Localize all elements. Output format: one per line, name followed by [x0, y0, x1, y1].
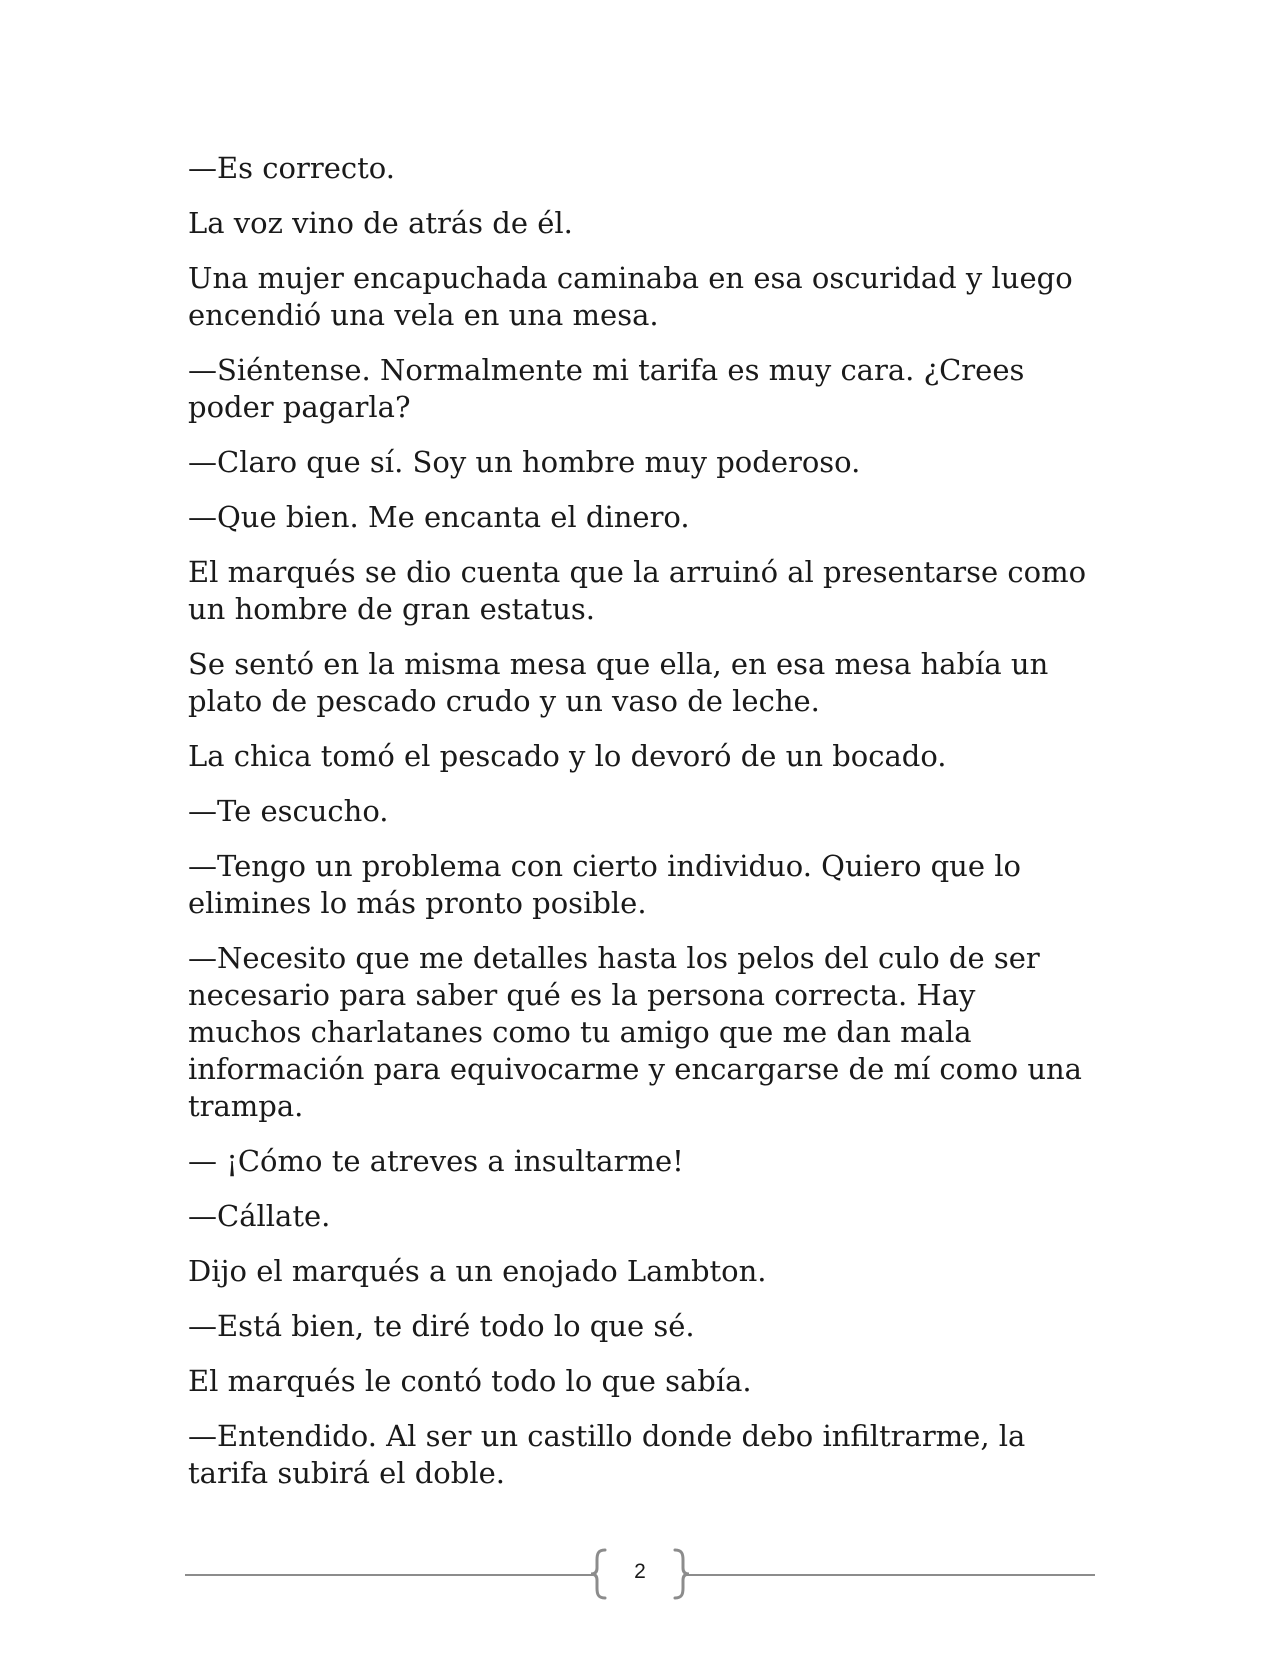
paragraph: La voz vino de atrás de él. [188, 206, 573, 240]
paragraph: La chica tomó el pescado y lo devoró de un bocado. [188, 739, 947, 773]
paragraph: Una mujer encapuchada caminaba en esa oscuridad y luego encendió una vela en una mesa. [188, 261, 1073, 332]
paragraph: El marqués se dio cuenta que la arruinó al presentarse como un hombre de gran estatus. [188, 555, 1087, 626]
paragraph: —Que bien. Me encanta el dinero. [188, 500, 690, 534]
page-number: 2 [634, 1560, 646, 1583]
paragraph: —Tengo un problema con cierto individuo. Quiero que lo elimines lo más pronto posible. [188, 849, 1021, 920]
paragraph: —Claro que sí. Soy un hombre muy poderoso. [188, 445, 861, 479]
paragraph: —Necesito que me detalles hasta los pelos del culo de ser necesario para saber qué es la persona correcta. Hay muchos charlatanes como tu amigo que me dan mala información para equivocarme y encargarse de mí como una trampa. [188, 941, 1082, 1123]
paragraph: Se sentó en la misma mesa que ella, en esa mesa había un plato de pescado crudo y un vaso de leche. [188, 647, 1049, 718]
footer-rule-right [685, 1574, 1095, 1576]
paragraph: —Cállate. [188, 1199, 331, 1233]
left-brace-icon [589, 1548, 609, 1600]
paragraph: Dijo el marqués a un enojado Lambton. [188, 1254, 767, 1288]
paragraph: —Es correcto. [188, 151, 395, 185]
page-footer [185, 1548, 1095, 1600]
page-body-text [188, 150, 1088, 1510]
paragraph: —Te escucho. [188, 794, 389, 828]
footer-rule-left [185, 1574, 593, 1576]
paragraph: — ¡Cómo te atreves a insultarme! [188, 1144, 684, 1178]
paragraph: —Siéntense. Normalmente mi tarifa es muy cara. ¿Crees poder pagarla? [188, 353, 1025, 424]
paragraph: —Está bien, te diré todo lo que sé. [188, 1309, 695, 1343]
paragraph: El marqués le contó todo lo que sabía. [188, 1364, 752, 1398]
paragraph: —Entendido. Al ser un castillo donde debo infiltrarme, la tarifa subirá el doble. [188, 1419, 1026, 1490]
